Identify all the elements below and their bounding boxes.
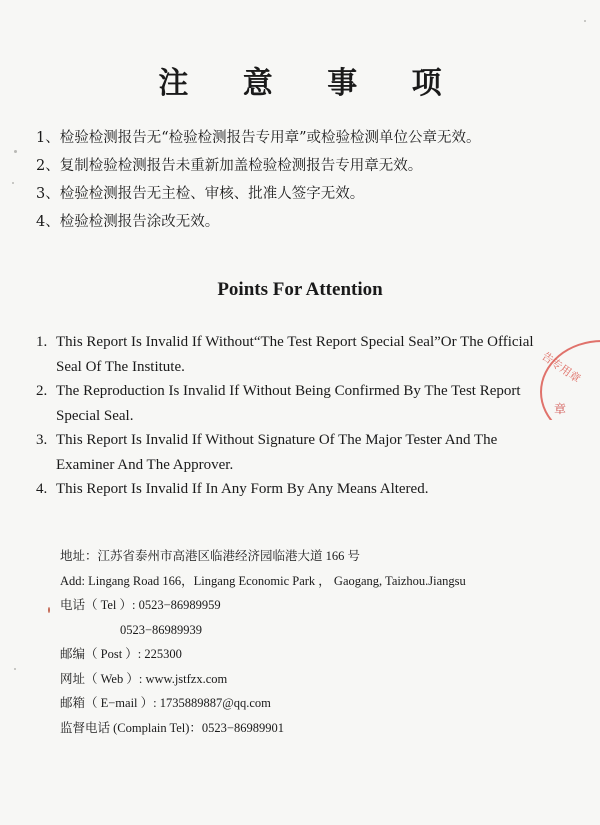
telephone-2: 0523−86989939 <box>120 622 203 637</box>
contact-info <box>60 544 466 740</box>
item-text: This Report Is Invalid If Without Signature Of The Major Tester And The Examiner And The Approver. <box>56 432 498 473</box>
item-number: 3. <box>36 432 48 448</box>
scan-speck <box>12 182 14 184</box>
scan-speck <box>14 668 16 670</box>
item-text: This Report Is Invalid If In Any Form By Any Means Altered. <box>56 481 429 497</box>
chinese-notice-item: 3、检验检测报告无主检、审核、批准人签字无效。 <box>36 186 365 202</box>
email: 邮箱（ E−mail ）: 1735889887@qq.com <box>60 696 271 710</box>
page-title-english: Points For Attention <box>217 279 383 300</box>
item-number: 2. <box>36 383 48 399</box>
scan-speck <box>14 150 17 153</box>
item-number: 1. <box>36 334 48 350</box>
item-number: 4. <box>36 481 48 497</box>
page-title-chinese: 注 意 事 项 <box>158 66 464 101</box>
chinese-notice-item: 2、复制检验检测报告未重新加盖检验检测报告专用章无效。 <box>36 158 423 174</box>
address-chinese: 地址：江苏省泰州市高港区临港经济园临港大道 166 号 <box>60 549 361 563</box>
english-notice-list <box>36 330 556 502</box>
scan-speck <box>584 20 586 22</box>
red-seal-stamp <box>532 340 600 420</box>
scan-speck <box>48 607 50 613</box>
complaint-telephone: 监督电话 (Complain Tel)：0523−86989901 <box>60 720 284 735</box>
item-text: The Reproduction Is Invalid If Without Being Confirmed By The Test Report Special Seal. <box>56 383 521 424</box>
seal-character: 章 <box>554 402 567 416</box>
chinese-notice-item: 4、检验检测报告涂改无效。 <box>36 214 220 230</box>
english-notice-item <box>36 330 556 379</box>
address-english: Add: Lingang Road 166，Lingang Economic Park ， Gaogang, Taizhou.Jiangsu <box>60 573 466 588</box>
english-notice-item <box>36 477 556 502</box>
seal-text: 告专用章 <box>539 349 583 386</box>
website: 网址（ Web ）: www.jstfzx.com <box>60 671 228 686</box>
english-notice-item <box>36 379 556 428</box>
item-text: This Report Is Invalid If Without“The Test Report Special Seal”Or The Official Seal Of The Institute. <box>56 334 534 375</box>
telephone-1: 电话（ Tel ）: 0523−86989959 <box>60 598 221 612</box>
postcode: 邮编（ Post ）: 225300 <box>60 647 182 661</box>
chinese-notice-list <box>36 124 481 236</box>
chinese-notice-item: 1、检验检测报告无“检验检测报告专用章”或检验检测单位公章无效。 <box>36 130 481 146</box>
english-notice-item <box>36 428 556 477</box>
